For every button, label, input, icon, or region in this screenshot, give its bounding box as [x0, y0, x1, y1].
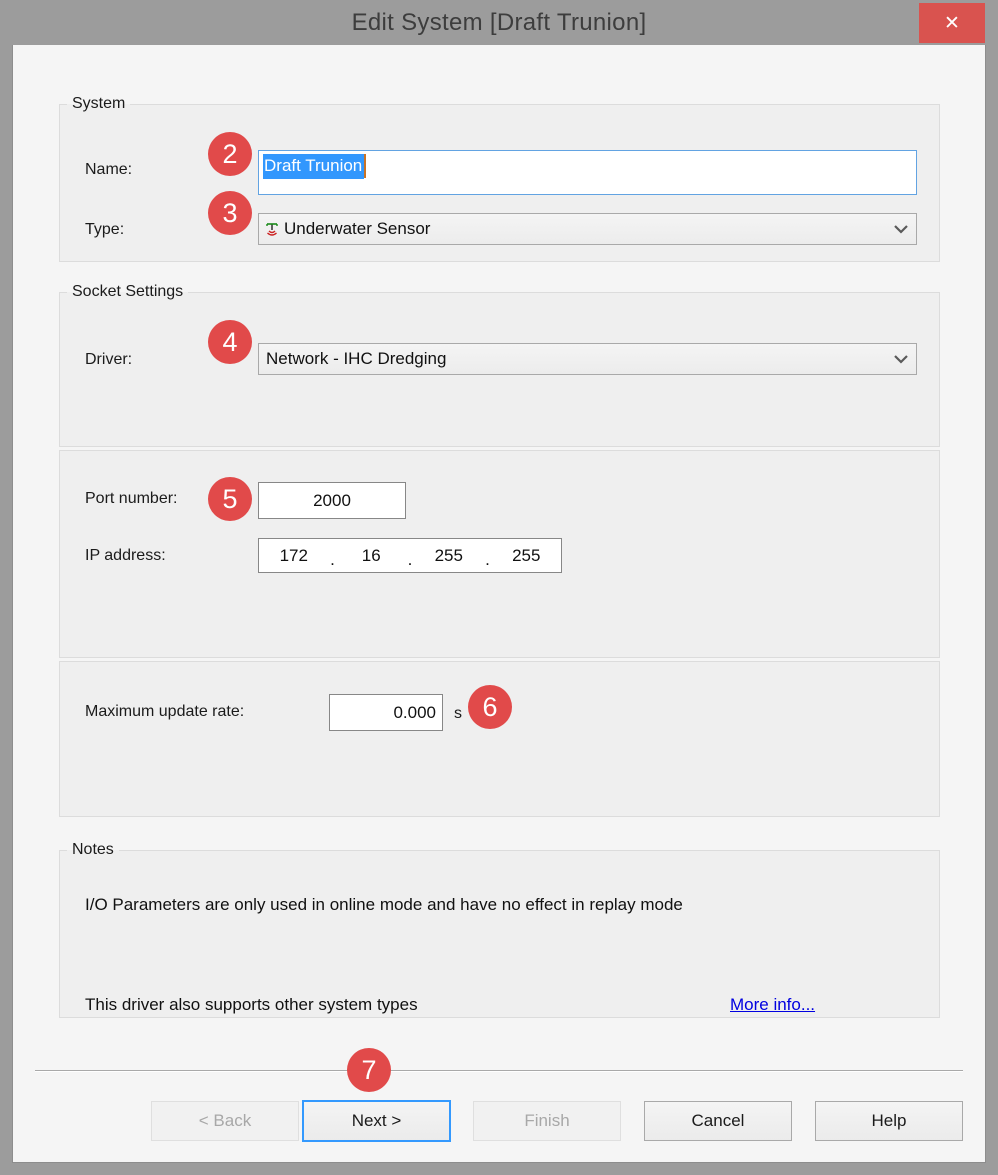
max-update-rate-value: 0.000 — [393, 702, 436, 722]
notes-line-2: This driver also supports other system types — [85, 995, 418, 1014]
titlebar — [0, 0, 998, 45]
ip-octet-4[interactable]: 255 — [512, 545, 541, 565]
update-rate-panel — [59, 661, 940, 817]
underwater-sensor-icon — [264, 221, 280, 237]
system-group — [59, 95, 940, 262]
notes-line-1: I/O Parameters are only used in online mode and have no effect in replay mode — [85, 895, 683, 914]
rate-unit-label: s — [454, 705, 462, 722]
annotation-circle-2: 2 — [208, 132, 252, 176]
system-group-title: System — [72, 95, 126, 112]
dialog-title: Edit System [Draft Trunion] — [351, 8, 647, 36]
next-button[interactable]: Next > — [302, 1100, 451, 1142]
finish-button[interactable]: Finish — [473, 1101, 621, 1141]
ip-dot: . — [485, 550, 490, 569]
port-number-value: 2000 — [313, 490, 351, 510]
ip-octet-3[interactable]: 255 — [434, 545, 463, 565]
ip-address-label: IP address: — [85, 547, 166, 564]
type-label: Type: — [85, 221, 125, 238]
footer-separator — [35, 1070, 963, 1072]
type-dropdown-value: Underwater Sensor — [284, 219, 431, 238]
socket-settings-group-title: Socket Settings — [72, 283, 184, 300]
chevron-down-icon — [894, 225, 908, 234]
port-number-label: Port number: — [85, 490, 178, 507]
annotation-circle-7: 7 — [347, 1048, 391, 1092]
annotation-circle-5: 5 — [208, 477, 252, 521]
help-button[interactable]: Help — [815, 1101, 963, 1141]
close-icon: ✕ — [944, 12, 960, 34]
name-label: Name: — [85, 161, 133, 178]
type-dropdown[interactable] — [258, 213, 917, 245]
ip-address-input[interactable] — [258, 538, 562, 573]
driver-dropdown-value: Network - IHC Dredging — [266, 349, 447, 368]
ip-octet-1[interactable]: 172 — [279, 545, 308, 565]
annotation-circle-6: 6 — [468, 685, 512, 729]
annotation-circle-4: 4 — [208, 320, 252, 364]
name-input-selected-text: Draft Trunion — [263, 154, 364, 179]
close-button[interactable] — [919, 3, 985, 43]
notes-group-title: Notes — [72, 841, 114, 858]
notes-group — [59, 841, 940, 1018]
socket-settings-group — [59, 283, 940, 447]
ip-octet-2[interactable]: 16 — [361, 545, 381, 565]
cancel-button[interactable]: Cancel — [644, 1101, 792, 1141]
connection-panel — [59, 450, 940, 658]
ip-dot: . — [330, 550, 335, 569]
text-caret — [364, 154, 366, 178]
ip-dot: . — [407, 550, 413, 569]
driver-dropdown[interactable] — [258, 343, 917, 375]
max-update-rate-input[interactable] — [329, 694, 443, 731]
driver-label: Driver: — [85, 351, 133, 368]
more-info-link[interactable]: More info... — [730, 995, 816, 1014]
name-input[interactable] — [258, 150, 917, 195]
annotation-circle-3: 3 — [208, 191, 252, 235]
max-update-rate-label: Maximum update rate: — [85, 703, 245, 720]
back-button[interactable]: < Back — [151, 1101, 299, 1141]
port-number-input[interactable] — [258, 482, 406, 519]
chevron-down-icon — [894, 355, 908, 364]
